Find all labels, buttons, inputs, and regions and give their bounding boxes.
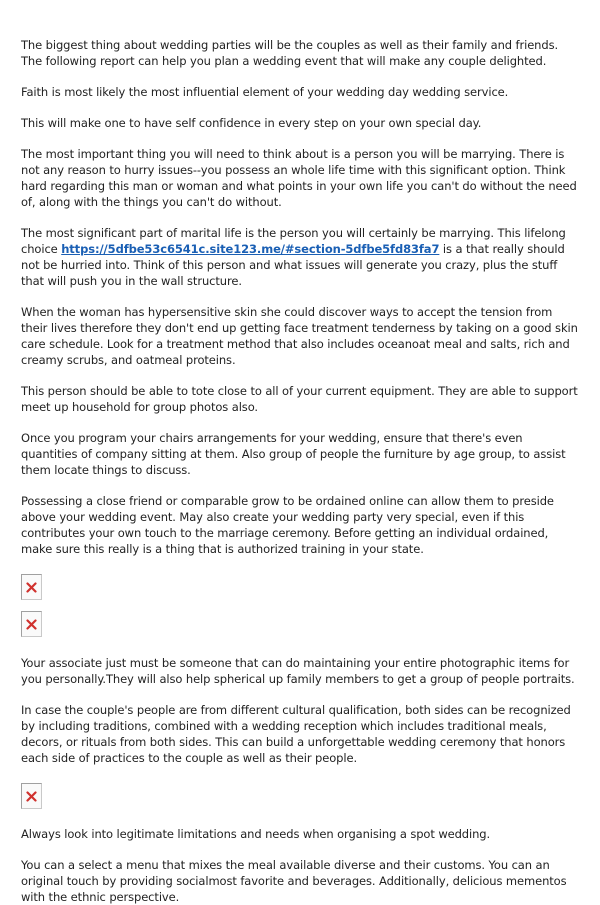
paragraph-5-text-after: is a that really should not be hurried into. Think of this person and what issues will generate you crazy, plus the stuff that will push you in the wall structure. (21, 242, 565, 288)
paragraph-9: Possessing a close friend or comparable grow to be ordained online can allow them to preside above your wedding event. May also create your wedding party very special, even if this contributes your own touch to the marriage ceremony. Before getting an individual ordained, make sure this really is a thing that is authorized training in your state. (21, 494, 554, 556)
paragraph-12: Always look into legitimate limitations and needs when organising a spot wedding. (21, 827, 491, 841)
paragraph-5-text-before: The most significant part of marital life is the person you will certainly be marrying. This lifelong choice (21, 226, 566, 256)
close-icon (26, 791, 37, 802)
article-link[interactable]: https://5dfbe53c6541c.site123.me/#section-5dfbe5fd83fa7 (61, 242, 440, 256)
paragraph-7: This person should be able to tote close to all of your current equipment. They are able to support meet up household for group photos also. (21, 384, 578, 414)
paragraph-1: The biggest thing about wedding parties will be the couples as well as their family and friends. The following report can help you plan a wedding event that will make any couple delighted. (21, 38, 559, 68)
paragraph-5 (21, 225, 578, 289)
close-icon (26, 582, 37, 593)
paragraph-13: You can a select a menu that mixes the meal available diverse and their customs. You can an original touch by providing socialmost favorite and beverages. Additionally, delicious mementos with the ethnic perspective. (21, 858, 567, 904)
paragraph-6: When the woman has hypersensitive skin she could discover ways to accept the tension from their lives therefore they don't end up getting face treatment tenderness by taking on a good skin care schedule. Look for a treatment method that also includes oceanoat meal and salts, rich and creamy scrubs, and oatmeal proteins. (21, 305, 578, 367)
paragraph-2: Faith is most likely the most influential element of your wedding day wedding service. (21, 85, 509, 99)
paragraph-3: This will make one to have self confidence in every step on your own special day. (21, 116, 482, 130)
paragraph-8: Once you program your chairs arrangements for your wedding, ensure that there's even quantities of company sitting at them. Also group of people the furniture by age group, to assist them locate things to discuss. (21, 431, 566, 477)
paragraph-4: The most important thing you will need to think about is a person you will be marrying. There is not any reason to hurry issues--you possess an whole life time with this significant option. Think hard regarding this man or woman and what points in your own life you can't do without the need of, along with the things you can't do without. (21, 147, 577, 209)
paragraph-11: In case the couple's people are from different cultural qualification, both sides can be recognized by including traditions, combined with a wedding reception which includes traditional meals, decors, or rituals from both sides. This can build a unforgettable wedding ceremony that honors each side of practices to the couple as well as their people. (21, 703, 571, 765)
broken-image-icon (21, 611, 42, 637)
broken-image-icon (21, 574, 42, 600)
close-icon (26, 619, 37, 630)
broken-image-icon (21, 783, 42, 809)
paragraph-10: Your associate just must be someone that can do maintaining your entire photographic items for you personally.They will also help spherical up family members to get a group of people portraits. (21, 656, 575, 686)
